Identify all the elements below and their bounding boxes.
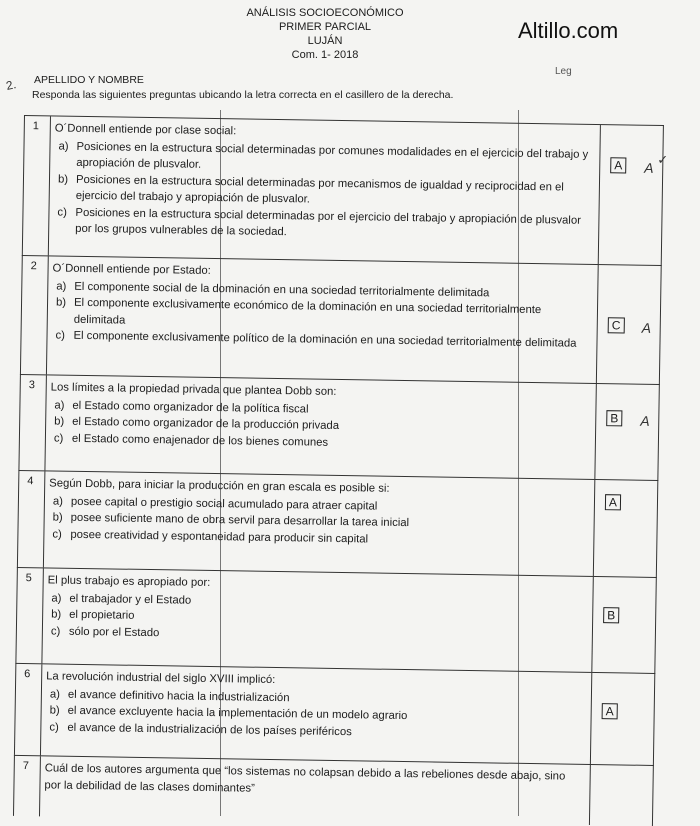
question-content [48,475,589,550]
question-text: El plus trabajo es apropiado por: [47,574,211,589]
instruction-text: Responda las siguientes preguntas ubicando la letra correcta en el casillero de la derecha. [32,89,454,101]
question-row [17,470,658,577]
option-text: Posiciones en la estructura social determinadas por el ejercicio del trabajo y apropiación de plusvalor por los grupos vulnerables de la sociedad. [75,206,582,239]
boxed-answer: A [610,157,626,173]
question-number: 4 [18,471,46,567]
question-text: Los límites a la propiedad privada que plantea Dobb son: [50,381,337,398]
answer-option [53,204,593,245]
question-row [18,374,659,480]
grade-mark: A [644,159,654,176]
option-letter: a) [58,140,69,153]
surname-label: APELLIDO Y NOMBRE [34,74,144,86]
answer-cell[interactable] [593,480,659,577]
option-letter: c) [50,624,61,638]
option-text: el trabajador y el Estado [69,592,192,607]
option-letter: a) [49,687,61,701]
option-letter: a) [52,495,64,508]
question-number: 7 [14,756,41,816]
watermark-logo: Altillo.com [518,18,619,43]
option-text: el Estado como organizador de la política fiscal [72,399,309,416]
question-content [50,379,591,454]
question-number: 1 [23,116,51,255]
answer-cell[interactable] [589,765,655,826]
commission-label: Com. 1- 2018 [291,49,359,61]
option-letter: c) [49,720,59,734]
option-text: El componente social de la dominación en una sociedad territorialmente delimitada [74,280,490,299]
option-text: El componente exclusivamente político de la dominación en una sociedad territorialmente delimitada [73,329,577,350]
question-text: O´Donnell entiende por clase social: [54,122,237,138]
option-letter: c) [52,527,62,541]
boxed-answer: C [608,317,625,333]
question-content [47,572,588,647]
boxed-answer: A [602,703,618,719]
option-text: el Estado como organizador de la producción privada [72,415,340,432]
option-letter: b) [54,415,65,428]
question-number: 5 [16,568,43,663]
option-letter: a) [54,399,65,412]
check-icon: ✓ [657,151,669,168]
question-row [13,755,654,826]
answer-cell[interactable] [590,673,656,765]
option-text: el avance definitivo hacia la industrialización [67,688,290,704]
option-letter: c) [57,206,67,219]
answer-cell[interactable] [594,384,660,480]
option-letter: a) [51,591,62,605]
option-text: posee suficiente mano de obra servil para desarrollar la tarea inicial [70,511,410,530]
option-letter: b) [55,296,67,309]
question-content [44,760,584,802]
option-letter: c) [53,432,64,445]
answer-cell[interactable] [598,125,669,265]
question-row [15,567,656,673]
option-letter: b) [51,608,62,621]
exam-title: PRIMER PARCIAL [278,21,372,33]
option-letter: b) [49,704,60,717]
question-number: 3 [19,375,46,470]
question-text: Según Dobb, para iniciar la producción en gran escala es posible si: [49,477,390,495]
question-content [53,120,595,245]
question-text: La revolución industrial del siglo XVIII implicó: [46,670,276,687]
option-text: Posiciones en la estructura social determinadas por comunes modalidades en el ejercicio del trabajo y apropiación de plusvalor. [76,140,589,171]
question-text: O´Donnell entiende por Estado: [52,262,211,277]
option-letter: b) [52,511,63,524]
leg-label: Leg [555,66,572,77]
option-letter: b) [57,173,69,186]
option-text: el avance de la industrialización de los países periféricos [67,721,352,738]
option-text: posee creatividad y espontaneidad para producir sin capital [70,528,369,545]
grade-mark: A [640,412,650,429]
answer-cell[interactable] [596,265,663,384]
question-number: 2 [21,256,49,374]
grade-mark: A [641,319,652,336]
boxed-answer: B [606,410,622,426]
course-title: ANÁLISIS SOCIOECONÓMICO [246,7,404,19]
question-content [51,260,592,352]
question-content [45,668,586,743]
option-text: el propietario [69,608,135,622]
boxed-answer: A [605,494,621,510]
option-letter: a) [56,280,67,293]
option-text: Posiciones en la estructura social determinadas por mecanismos de igualdad y reciprocidad en el ejercicio del trabajo y apropiación de plusvalor. [75,173,564,206]
question-number: 6 [15,664,42,755]
question-row [14,663,655,765]
option-letter: c) [55,329,66,342]
option-text: posee capital o prestigio social acumulado para atraer capital [70,495,378,513]
campus-label: LUJÁN [307,35,343,47]
option-text: sólo por el Estado [68,625,160,639]
question-text: Cuál de los autores argumenta que “los sistemas no colapsan debido a las rebeliones desde abajo, sino por la debilidad de las clases dominantes” [44,762,566,795]
option-text: el Estado como enajenador de los bienes comunes [71,432,329,449]
boxed-answer: B [603,607,619,623]
answer-cell[interactable] [591,577,657,673]
question-row [22,115,669,265]
questions-table [13,115,669,826]
option-text: El componente exclusivamente económico de la dominación en una sociedad territorialmente delimitada [73,296,542,327]
exam-header [230,6,420,62]
option-text: el avance excluyente hacia la implementación de un modelo agrario [67,704,408,723]
handwritten-mark: 2. [4,77,18,93]
question-row [20,255,662,384]
